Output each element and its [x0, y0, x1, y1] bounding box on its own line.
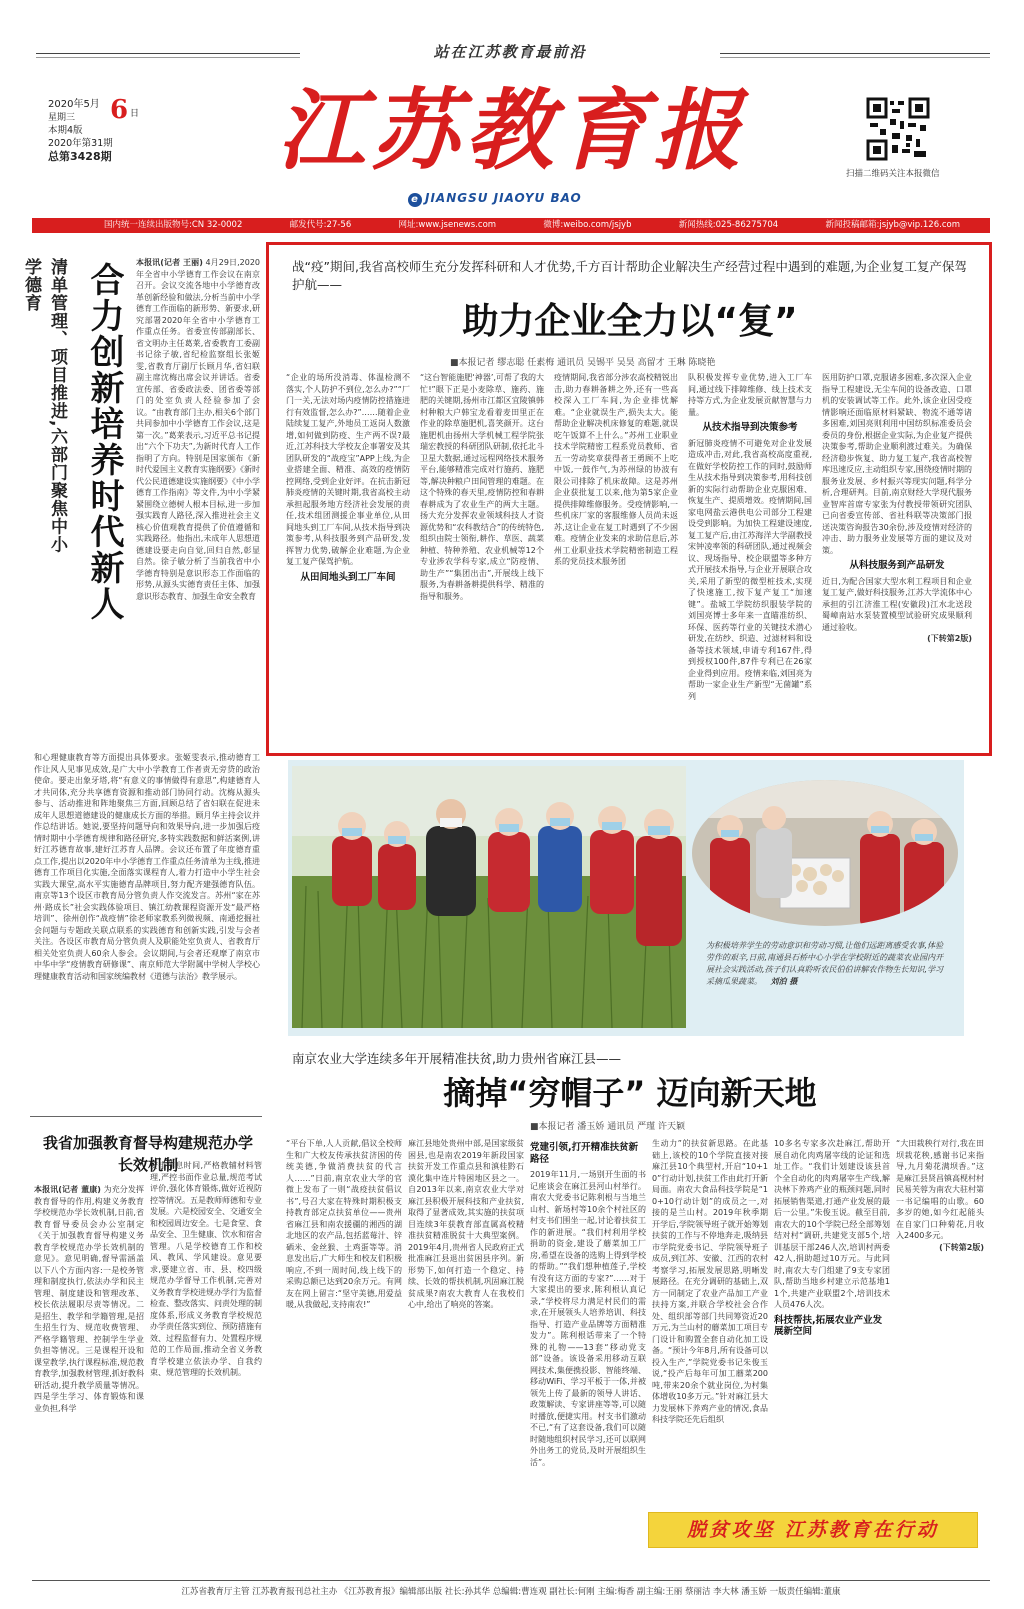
bottom-story-column-6: [896, 1138, 984, 1510]
main-col5-text: 医用防护口罩,克服诸多困难,多次深入企业指导工程建设,无尘车间的设备改造、口罩机的安装调试等工作。此外,该企业因受疫情影响还面临原材料紧缺、物流不通等诸多困难,刘国亮则利用中国纺织标准委员会委员的身份,根据企业实际,为企业复产提供决策参考,帮助企业顺利渡过难关。为确保经济稳步恢复、助力复工复产,我省高校智库迅速反应,主动组织专家,围绕疫情时期的服务业发展、乡村振兴等现实问题,科学分析,合理研判。目前,南京财经大学现代服务业智库首席专家张为付教授带领研究团队已向省委宣传部、省社科联等决策部门报送决策咨询报告30余份,涉及疫情对经济的冲击、助力服务业发展等方面的建议及对策。: [822, 373, 972, 555]
poverty-alleviation-banner: 脱贫攻坚 江苏教育在行动: [648, 1512, 978, 1548]
bottom-subhead-1: 党建引领,打开精准扶贫新路径: [530, 1142, 639, 1165]
issue-weekday: 星期三: [48, 113, 76, 123]
left-sub-article-text-1: 为充分发挥教育督导的作用,构建义务教育学校规范办学长效机制,日前,省教育督导委员会办公室制定《关于加强教育督导构建义务教育学校规范办学长效机制的意见》。意见明确,督导需涵盖以下八个方面内容:一是校务管理和制度执行,依法办学和民主管理、制度建设和管理改革、校长依法履职尽责等情况。二是招生、教学和学籍管理,是招生招生行为、规范收费管理、严格学籍管理、控制学生学业负担等情况。三是课程开设和课堂教学,执行课程标准,规范教育教学,加强教材管理,抓好教科研活动,提升教学质量等情况。四是学生学习、体育锻炼和课业负担,科学: [34, 1185, 144, 1413]
main-col4-text: 队积极发挥专业优势,进入工厂车间,通过线下排障维修、线上技术支持等方式,为企业发展贡献智慧与力量。: [688, 373, 812, 417]
main-col5b-text: 近日,为配合国家大型水利工程项目和企业复工复产,做好科技服务,江苏大学流体中心承担的引江济淮工程(安徽段)江水北送段蜀嶂南站水泵装置模型试验研究成果顺利通过验收。: [822, 576, 972, 632]
left-article-title: 合力创新培养时代新人: [84, 262, 124, 622]
left-sub-article-body-2: 安排作息时间,严格教辅材料管理,严控书面作业总量,规范考试评价,强化体育锻炼,做好近视防控等情况。五是教师师德和专业发展。六是校园安全、交通安全和校园周边安全。七是食堂、食品安全、卫生健康、饮水和宿舍管理。八是学校德育工作和校风、教风、学风建设。意见要求,要建立省、市、县、校四级规范办学督导工作机制,完善对义务教育学校进规办学行为监督检查、整改落实、问责处理的制度体系,形成义务教育学校规范办学责任落实到位、预防措施有效、过程监督有力、处置程序规范的工作局面,推动全省义务教育学校建立依法办学、自我约束、规范管理的长效机制。: [150, 1161, 262, 1377]
date-block: [48, 95, 188, 163]
qr-caption: 扫描二维码关注本报微信: [846, 169, 940, 179]
bottom-story-column-5: [774, 1138, 890, 1510]
left-article-byline: 本报讯(记者 王丽): [136, 258, 203, 267]
bottom-story-column-2: 麻江县地处贵州中部,是国家级贫困县,也是南农2019年新段国家扶贫开发工作重点县和滇桂黔石漠化集中连片特困地区县之一。自2013年以来,南京农业大学对麻江县积极开展科技和产业扶贫,取得了显著成效,其实施的扶贫项目连续3年获教育部直属高校精准扶贫精准脱贫十大典型案例。2019年4月,贵州省人民政府正式批准麻江县退出贫困县序列。新形势下,如何打造一个稳定、持续、长效的帮扶机制,巩固麻江脱贫成果?南农大教育人在我校们心中,给出了响亮的答案。: [408, 1139, 524, 1309]
bottom-story-byline: ■本报记者 潘玉娇 通讯员 严瑾 许天颖: [530, 1122, 685, 1132]
weibo[interactable]: 微博:weibo.com/jsjyb: [543, 220, 632, 230]
main-story-headline: 助力企业全力以“复”: [462, 301, 798, 342]
bottom-continue: (下转第2版): [939, 1242, 984, 1252]
issue-number: 2020年第31期: [48, 138, 113, 149]
issue-day: 6: [110, 95, 129, 125]
footer-rule: [32, 1580, 990, 1581]
hotline: 新闻热线:025-86275704: [678, 220, 779, 230]
photo-credit: 刘泊 摄: [770, 977, 798, 986]
bottom-story-column-1: “平台下单,人人贡献,倡议全校师生和广大校友传承扶贫济困的传统美德,争做消费扶贫的代言人……”日前,南京农业大学的官微上发布了一则“战疫扶贫倡议书”,号召大家在特殊时期积极支持教育部定点扶贫单位——贵州省麻江县和南农援疆的湘西的湖北地区的农产品,包括蓝莓汁、锌硒米、金丝猴、土鸡蛋等等。消息发出后,广大师生和校友们积极响应,不到一周时间,线上线下的采购总额已达到20余万元。有网友在网上留言:“坚守美德,用爱益暖,从我做起,支持南农!”: [286, 1139, 402, 1309]
bottom-story-column-3: [530, 1138, 646, 1510]
bottom-col6-text: “大田栽秧行对行,我在田坝栽花秧,感谢书记来指导,九月菊花满坝香。”这是麻江县贤昌镇高枧村村民易芙蓉为南农大驻村第一书记编唱的山歌。60多岁的她,如今红起能头在自家门口种菊花,月收入2400多元。: [896, 1139, 984, 1240]
masthead-slogan: 站在江苏教育最前沿: [300, 42, 720, 64]
bottom-subhead-2: 科技帮扶,拓展农业产业发展新空间: [774, 1314, 883, 1337]
main-col4b-text: 新冠肺炎疫情不可避免对企业发展造成冲击,对此,我省高校高度重视,在做好学校防控工作的同时,鼓励师生从技术指导到决策参考,用科技创新的实际行动帮助企业克服困难、恢复生产、提质增效。疫情期间,国家电网盐云港供电公司部分工程建设受到影响。为加快工程建设速度,复工复产后,由江苏海洋大学副教授宋钟凌率领的科研团队,通过视频会议、现场指导、校企联盟等多种方式开展技术指导,与企业开展联合攻关,采用了新型的微型桩技术,实现了快速施工,按下复产复工“加速键”。盐城工学院纺织服装学院的刘国亮博士多年来一直瞄准纺织、环保、医药等行业的关键技术潜心研发,在纺纱、织造、过滤材料和设备等技术领域,申请专利167件,得到授权100件,87件专利已在26家企业得到应用。疫情来临,刘国亮为帮助一家企业生产新型“无菌罐”系列: [688, 438, 812, 701]
bottom-col5-text: 10多名专家多次赴麻江,帮助开展自动化肉鸡屠宰线的论证和选址工作。“我们计划建设该县首个全自动化的肉鸡屠宰生产线,解决林下养鸡产业的瓶颈问题,同时拓展销售渠道,打通产业发展的最后一公里。”朱俊玉说。截至目前,南农大的10个学院已经全部筹划结对村“调研,共建党支部5个,培训基层干部246人次,培训村两委42人,捐助超过10万元。与此同时,南农大专门组建了9支专家团队,帮助当地乡村建立示范基地11个,共建产业联盟2个,培训技术人员476人次。: [774, 1139, 890, 1309]
left-article-body-bottom: 和心理健康教育等方面提出具体要求。张姬雯表示,推动德育工作让风人见事见成效,是广大中小学教育工作者责无旁贷的政治使命。要走出象牙塔,将“有意义的事情做得有意思”,构建德育人才共同体,充分共享德育资源和推动部门协同行动。沈梅从源头参与、活动推进和阵地聚焦三方面,回顾总结了省妇联在促进未成年人思想道德建设的健康成长方面的举措。顾月华主持会议并作总结讲话。她说,要坚持问题导向和效果导向,进一步加强后疫情时期中小学德育规律和路径研究,多特实践数据和鲜活案例,讲好江苏德育故事,建好江苏育人品牌。会议还布置了年度德育重点工作,提出以2020年中小学德育工作重点任务清单为主线,推进德育工作项目化实施,全面落实课程育人,着力打造中小学生社会实践大课堂,高水平实施德育品牌项目,努力配齐建强德育队伍。南京等13个设区市教育局分管负责人作交流发言。苏州“家在苏州·路成长”社会实践体验项目、镇江幼教课程资源开发“最严格培训”、徐州创作“战疫情”徐老师家教系列微视频、南通挖掘社会问题与专题政关联点联系的实践德育和创新实践,引发与会者关注。各设区市教育局分管负责人及职能处室负责人、省教育厅相关处室负责人60余人参会。会议期间,与会者还观摩了南京市中华中学“疫情教育研修课”、南京师范大学附属中学树人学校心理健康教育活动和国家统编教材《道德与法治》教学展示。: [34, 753, 260, 981]
logo-e-icon: e: [408, 193, 422, 207]
main-story-column-1: [286, 372, 410, 744]
issue-day-suffix: 日: [130, 109, 140, 119]
main-subhead-2: 从技术指导到决策参考: [702, 422, 798, 433]
postal-code: 邮发代号:27-56: [289, 220, 352, 230]
main-story-byline: ■本报记者 缪志聪 任素梅 通讯员 吴锡平 吴昊 高留才 王琳 陈晓艳: [450, 358, 716, 368]
issue-pages: 本期4版: [48, 125, 83, 136]
left-divider: [30, 1116, 262, 1117]
left-sub-article-byline: 本报讯(记者 董康): [34, 1185, 101, 1194]
info-bar: [32, 218, 990, 233]
bottom-story-headline: 摘掉“穷帽子” 迈向新天地: [443, 1074, 817, 1112]
issue-month: 2020年5月: [48, 99, 100, 110]
issn: 国内统一连续出版物号:CN 32-0002: [104, 220, 243, 230]
footer-credits: 江苏省教育厅主管 江苏教育报刊总社主办 《江苏教育报》编辑部出版 社长:孙其华 总编辑:曹连观 副社长:何刚 主编:梅香 副主编:王丽 蔡丽洁 李大林 潘玉娇 一版责任编辑:董康: [181, 1587, 841, 1597]
newspaper-title: 江苏教育报: [276, 78, 747, 182]
left-article-subtitle: 清单管理、项目推进,六部门聚焦中小学德育: [21, 258, 67, 554]
main-story-column-4: [688, 372, 812, 744]
bottom-story-intro: 南京农业大学连续多年开展精准扶贫,助力贵州省麻江县——: [292, 1051, 621, 1066]
qr-code-icon: [866, 97, 930, 161]
issue-total: 总第3428期: [48, 150, 112, 163]
photo-caption: [706, 940, 946, 988]
main-story-column-3: 疫情期间,我省部分涉农高校精锐出击,助力春耕备耕之外,还有一些高校深入工厂车间,为企业排忧解难。“企业就误生产,损失太大。能帮助企业解决机床修复的难题,就误吃午饭算不上什么。”苏州工业职业技术学院精密工程系党员教师、省五一劳动奖章获得者王勇顾不上吃中饭,一鼓作气,为苏州绿的协波有限公司排除了机床故障。这是苏州企业获批复工以来,他为第5家企业提供排障维修服务。受疫情影响,一些机床厂家的客服维修人员尚未返苏,这让企业在复工时遇到了不少困难。疫情企业发来的求助信息后,苏州工业职业技术学院精密制造工程系的党员技术服务团: [554, 373, 678, 566]
main-subhead-1: 从田间地头到工厂车间: [300, 571, 396, 583]
email[interactable]: 新闻投稿邮箱:jsjyb@vip.126.com: [825, 220, 960, 230]
left-sub-article-title: 我省加强教育督导构建规范办学长效机制: [42, 1134, 253, 1174]
main-story-column-5: [822, 372, 972, 744]
students-vegetable-harvest-photo: [690, 778, 960, 928]
left-sub-article-body-1: [34, 1184, 144, 1514]
main-story-column-2: “这台智能施肥‘神器’,可帮了我的大忙!”眼下正是小麦除草、施药、施肥的关键期,扬州市江都区宜陵镇韩村种粮大户韩宝龙看着麦田里正在作业的除草施肥机,喜笑颜开。这台施肥机由扬州大学机械工程学院张瑞宏教授的科研团队研制,依托北斗卫星大数据,通过远程网络技术服务平台,能够精准完成对行施药、施肥等,解决种粮户田间管理的难题。在这个特殊的春天里,疫情防控和春耕春耕成为了农业生产的两大主题。扬大充分发挥农业领域科技人才资源优势和“农科教结合”的传统特色,组织由院士领衔,耕作、草医、蔬菜种植、特种养殖、农业机械等12个专业涉农学科专家,成立“防疫情、助生产”“集团出击”,开展线上线下服务,为春耕备耕提供科学、精准的指导和服务。: [420, 373, 544, 601]
bottom-col3-text: 2019年11月,一场别开生面的书记座谈会在麻江县河山村举行。南农大党委书记陈利根与当地兰山村、新场村等10余个村社区的村支书们围坐一起,讨论着扶贫工作的新进展。“我们村利用学校捐助的资金,建设了蘑菜加工厂房,希望在设备的选购上得到学校的帮助。”“我们想种植莲子,学校有没有这方面的专家?”……对于大家提出的要求,陈利根认真记录,“学校将尽力满足村民们的需求,在开展领头人培养培训、科技指导、打造产业品牌等方面精准发力”。陈利根话带来了一个特殊的礼物——13套“移动党支部”设备。该设备采用移动互联网技术,集便携投影、智能终端、移动WiFi、学习平板于一体,并被领先上传了最新的领导人讲话、政策解读、专家讲座等等,可以随时播放,便捷实用。村支书们激动不已,“有了这套设备,我们可以随时随地组织村民学习,还可以联网外出务工的党员,及时开展组织生活”。: [530, 1170, 646, 1467]
newspaper-pinyin: e JIANGSU JIAOYU BAO: [408, 190, 628, 207]
main-subhead-3: 从科技服务到产品研发: [849, 560, 945, 571]
students-wheat-field-photo: [292, 766, 686, 1028]
left-article-text: 4月29日,2020年全省中小学德育工作会议在南京召开。会议交流各地中小学德育改革创新经验和做法,分析当前中小学德育工作面临的新形势、新要求,研究部署2020年全省中小学德育工作重点任务。省委宣传部副部长、省文明办主任葛莱,省委教育工委副书记徐子敏,省纪检监察组长张姬雯,省教育厅副厅长顾月华,省妇联副主席沈梅出席会议并讲话。省委宣传部、省委政法委、团省委等部门的处室负责人经验参加了会议。“由教育部门主办,相关6个部门共同参加中小学德育工作会议,这是第一次。”葛莱表示,习近平总书记提出“六个下功夫”,为新时代育人工作指明了方向。特别是国家颁布《新时代爱国主义教育实施纲要》《新时代公民道德建设实施纲要》《中小学德育工作指南》等文件,为中小学紧紧围绕立德树人根本目标,进一步加强实践育人路径,深入推进社会主义核心价值观教育提供了价值遵循和实践路径。他指出,未成年人思想道德建设要走向自觉,回归自然,彰显自然。徐子敏分析了当前我省中小学德育特别是意识形态工作面临的形势,从源头实德育责任主体、加强意识形态教育、加强生命安全教育: [136, 258, 260, 601]
left-article-body-top: [136, 257, 260, 747]
main-story-intro: 战“疫”期间,我省高校师生充分发挥科研和人才优势,千方百计帮助企业解决生产经营过程中遇到的难题,为企业复工复产保驾护航——: [292, 259, 967, 292]
main-continue: (下转第2版): [927, 634, 972, 643]
main-col1-text: “企业的场所没消毒、体温检测不落实,个人防护不到位,怎么办?”“厂门一关,无法对场内疫情防控措施进行有效监督,怎么办?”……随着企业陆续复工复产,外地员工返岗人数激增,如何做到防疫、生产两不误?最近,江苏科技大学校友企事署安及其团队研发的“战疫宝”APP上线,为企业搭建全面、精准、高效的疫情防控网络,受到企业好评。在抗击新冠肺炎疫情的关键时期,我省高校主动承担起服务地方经济社会发展的责任,技术组团测援企事业单位,从田间地头到工厂车间,从技术指导到决策参考,从科技服务到产品研发,发挥智力优势,破解企业难题,为企业复工复产保驾护航。: [286, 373, 410, 566]
bottom-story-column-4: 生动力”的扶贫新思路。在此基础上,该校的10个学院直接对接麻江县10个典型村,开启“10+10”行动计划,扶贫工作由此打开新局面。南农大食品科技学院是“10+10行动计划”的成员之一,对接的是兰山村。2019年秋季期开学后,学院领导班子就开始筹划扶贫的工作与不停地奔走,吸纳县市学院党委书记、学院领导班子成员,到江苏、安徽、江西的农村考察学习,拓展发展思路,明晰发展路径。在充分调研的基础上,双方一同制定了农业产品加工产业扶持方案,并联合学校社会合作处、组织部等部门共同筹资近20万元,为兰山村的蘑菜加工项目专门设计和购置全套自动化加工设备。“预计今年8月,所有设备可以投入生产,”学院党委书记朱俊玉说,“投产后每年可加工蘑菜200吨,带来20余个就业岗位,为村集体增收10多万元。”针对麻江县大力发展林下养鸡产业的情况,食品科技学院还先后组织: [652, 1139, 768, 1424]
website[interactable]: 网址:www.jsenews.com: [398, 220, 497, 230]
photo-caption-text: 为积极培养学生的劳动意识和劳动习惯,让他们远距离感受农事,体验劳作的艰辛,日前,南通县石桥中心小学在学校附近的蔬菜农业园内开展社会实践活动,孩子们认真聆听农民伯伯讲解农作物生长知识,学习采摘瓜果蔬菜。: [706, 941, 944, 986]
